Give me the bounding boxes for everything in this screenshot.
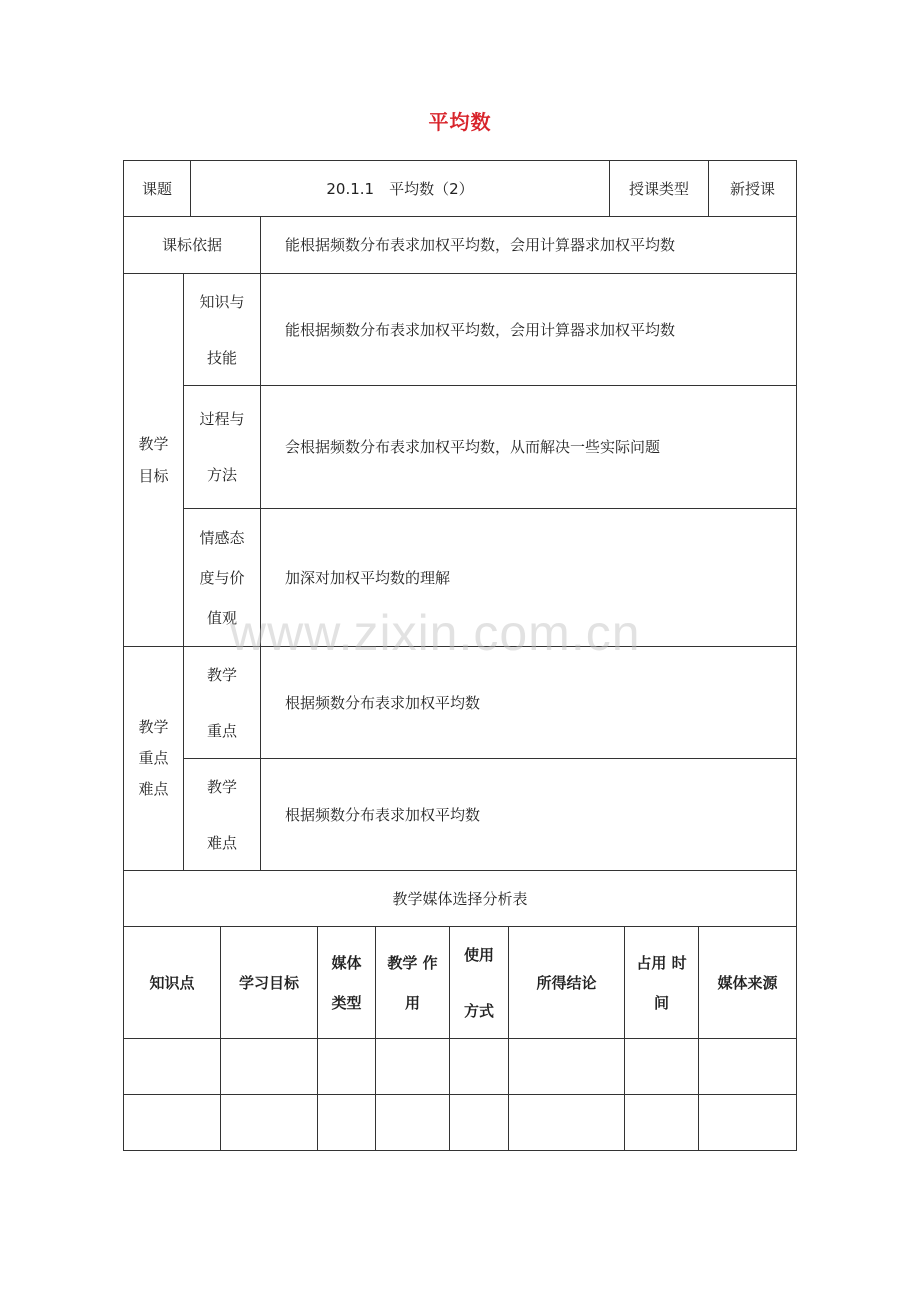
watermark: www.zixin.com.cn [230, 605, 641, 661]
standard-value: 能根据频数分布表求加权平均数，会用计算器求加权平均数 [260, 216, 797, 274]
media-col-usage: 使用 方式 [449, 926, 509, 1039]
objective-process-label: 过程与 方法 [183, 385, 261, 509]
keypoints-group-label: 教学 重点 难点 [123, 646, 184, 871]
media-col-type: 媒体 类型 [317, 926, 376, 1039]
lesson-type-label: 授课类型 [609, 160, 709, 217]
document-title: 平均数 [428, 110, 492, 134]
media-col-knowledge: 知识点 [123, 926, 221, 1039]
media-cell[interactable] [123, 1038, 221, 1095]
standard-label: 课标依据 [123, 216, 261, 274]
media-cell[interactable] [220, 1038, 318, 1095]
objective-knowledge-label: 知识与 技能 [183, 273, 261, 386]
media-cell[interactable] [698, 1038, 797, 1095]
objective-process-value: 会根据频数分布表求加权平均数，从而解决一些实际问题 [260, 385, 797, 509]
topic-label: 课题 [123, 160, 191, 217]
objective-knowledge-value: 能根据频数分布表求加权平均数，会用计算器求加权平均数 [260, 273, 797, 386]
difficult-point-value: 根据频数分布表求加权平均数 [260, 758, 797, 871]
media-col-time: 占用 时 间 [624, 926, 699, 1039]
objectives-group-label: 教学 目标 [123, 273, 184, 647]
media-col-goal: 学习目标 [220, 926, 318, 1039]
media-cell[interactable] [624, 1038, 699, 1095]
media-cell[interactable] [449, 1094, 509, 1151]
difficult-point-label: 教学 难点 [183, 758, 261, 871]
lesson-type-value: 新授课 [708, 160, 797, 217]
topic-value: 20.1.1 平均数（2） [190, 160, 610, 217]
lesson-plan-table [123, 160, 797, 1151]
media-cell[interactable] [698, 1094, 797, 1151]
media-cell[interactable] [508, 1038, 625, 1095]
media-col-conclusion: 所得结论 [508, 926, 625, 1039]
media-cell[interactable] [624, 1094, 699, 1151]
media-cell[interactable] [449, 1038, 509, 1095]
media-table-caption: 教学媒体选择分析表 [123, 870, 797, 927]
media-cell[interactable] [375, 1094, 450, 1151]
objective-attitude-value: 加深对加权平均数的理解 [260, 508, 797, 647]
media-cell[interactable] [220, 1094, 318, 1151]
media-cell[interactable] [375, 1038, 450, 1095]
media-col-source: 媒体来源 [698, 926, 797, 1039]
media-cell[interactable] [508, 1094, 625, 1151]
media-cell[interactable] [317, 1038, 376, 1095]
media-col-role: 教学 作 用 [375, 926, 450, 1039]
key-point-label: 教学 重点 [183, 646, 261, 759]
key-point-value: 根据频数分布表求加权平均数 [260, 646, 797, 759]
objective-attitude-label: 情感态 度与价 值观 [183, 508, 261, 647]
media-cell[interactable] [317, 1094, 376, 1151]
media-cell[interactable] [123, 1094, 221, 1151]
